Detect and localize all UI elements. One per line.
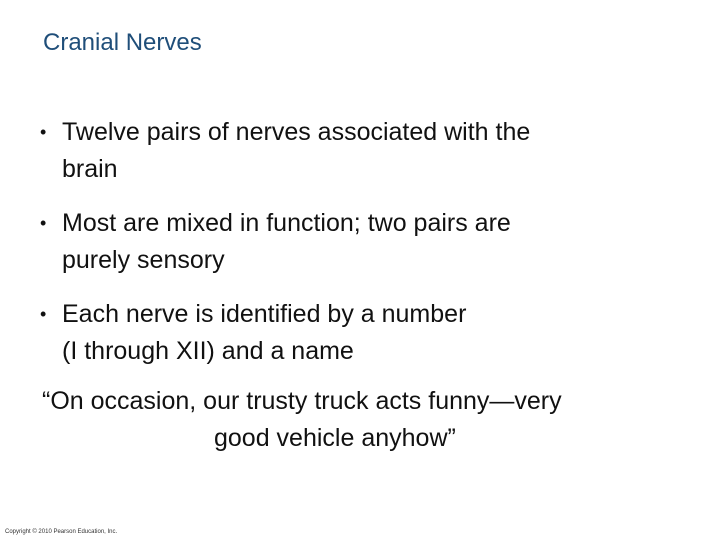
- bullet-text-line: Each nerve is identified by a number: [62, 300, 467, 328]
- bullet-list: [36, 114, 696, 387]
- bullet-item: [36, 205, 696, 279]
- bullet-text-line: (I through XII) and a name: [62, 337, 354, 365]
- bullet-text-line: brain: [62, 155, 118, 183]
- mnemonic-line: good vehicle anyhow”: [214, 424, 456, 452]
- bullet-marker: •: [40, 122, 47, 142]
- bullet-text-line: Twelve pairs of nerves associated with the: [62, 118, 531, 146]
- bullet-item: [36, 296, 696, 370]
- bullet-marker: •: [40, 213, 47, 233]
- slide-title: Cranial Nerves: [43, 29, 202, 56]
- bullet-item: [36, 114, 696, 188]
- copyright-notice: Copyright © 2010 Pearson Education, Inc.: [5, 529, 118, 535]
- bullet-marker: •: [40, 304, 47, 324]
- bullet-text-line: purely sensory: [62, 246, 225, 274]
- mnemonic-quote: [30, 383, 700, 457]
- mnemonic-line: “On occasion, our trusty truck acts funny—very: [42, 387, 562, 415]
- bullet-text-line: Most are mixed in function; two pairs are: [62, 209, 511, 237]
